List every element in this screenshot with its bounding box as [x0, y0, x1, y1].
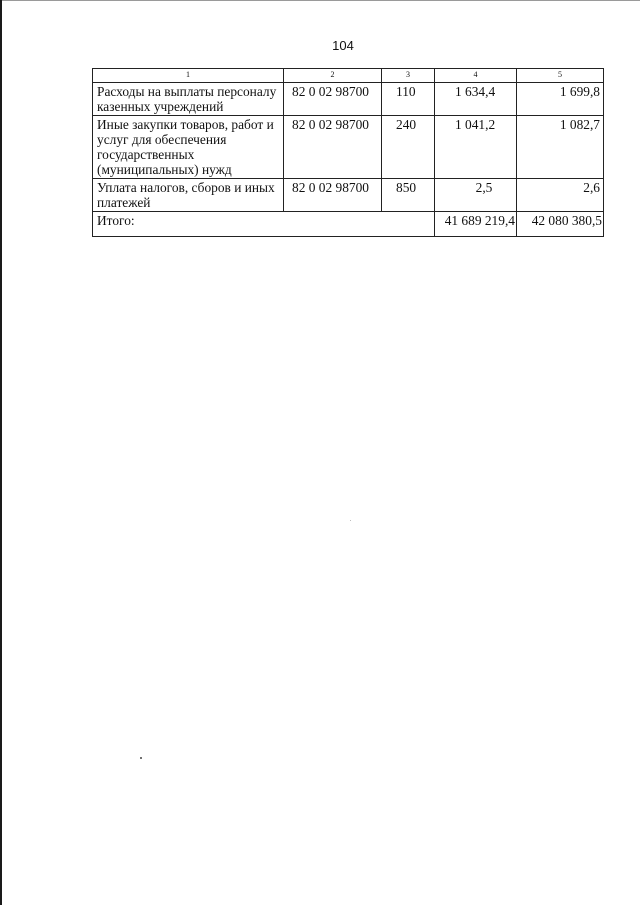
budget-table — [92, 68, 604, 237]
row-value-2: 1 699,8 — [517, 83, 604, 116]
page-edge-top — [0, 0, 640, 1]
total-label: Итого: — [93, 212, 435, 237]
page-edge-left — [0, 0, 2, 905]
scan-speck — [140, 757, 142, 759]
header-cell-2: 2 — [284, 69, 382, 83]
row-code: 82 0 02 98700 — [284, 83, 382, 116]
row-value-1: 2,5 — [435, 179, 517, 212]
row-name: Уплата налогов, сборов и иных платежей — [93, 179, 284, 212]
row-value-1: 1 634,4 — [435, 83, 517, 116]
row-code: 82 0 02 98700 — [284, 116, 382, 179]
row-value-1: 1 041,2 — [435, 116, 517, 179]
header-cell-3: 3 — [382, 69, 435, 83]
table-row — [93, 83, 604, 116]
scan-speck — [350, 520, 351, 521]
header-cell-1: 1 — [93, 69, 284, 83]
header-cell-4: 4 — [435, 69, 517, 83]
table-total-row — [93, 212, 604, 237]
table-header-row — [93, 69, 604, 83]
total-value-1: 41 689 219,4 — [435, 212, 517, 237]
row-type: 110 — [382, 83, 435, 116]
header-cell-5: 5 — [517, 69, 604, 83]
row-type: 850 — [382, 179, 435, 212]
page-number: 104 — [332, 38, 354, 53]
row-type: 240 — [382, 116, 435, 179]
row-value-2: 1 082,7 — [517, 116, 604, 179]
row-name: Расходы на выплаты персоналу казенных учреждений — [93, 83, 284, 116]
table-row — [93, 116, 604, 179]
row-code: 82 0 02 98700 — [284, 179, 382, 212]
table-row — [93, 179, 604, 212]
total-value-2: 42 080 380,5 — [517, 212, 604, 237]
row-name: Иные закупки товаров, работ и услуг для обеспечения государственных (муниципальных) нужд — [93, 116, 284, 179]
row-value-2: 2,6 — [517, 179, 604, 212]
